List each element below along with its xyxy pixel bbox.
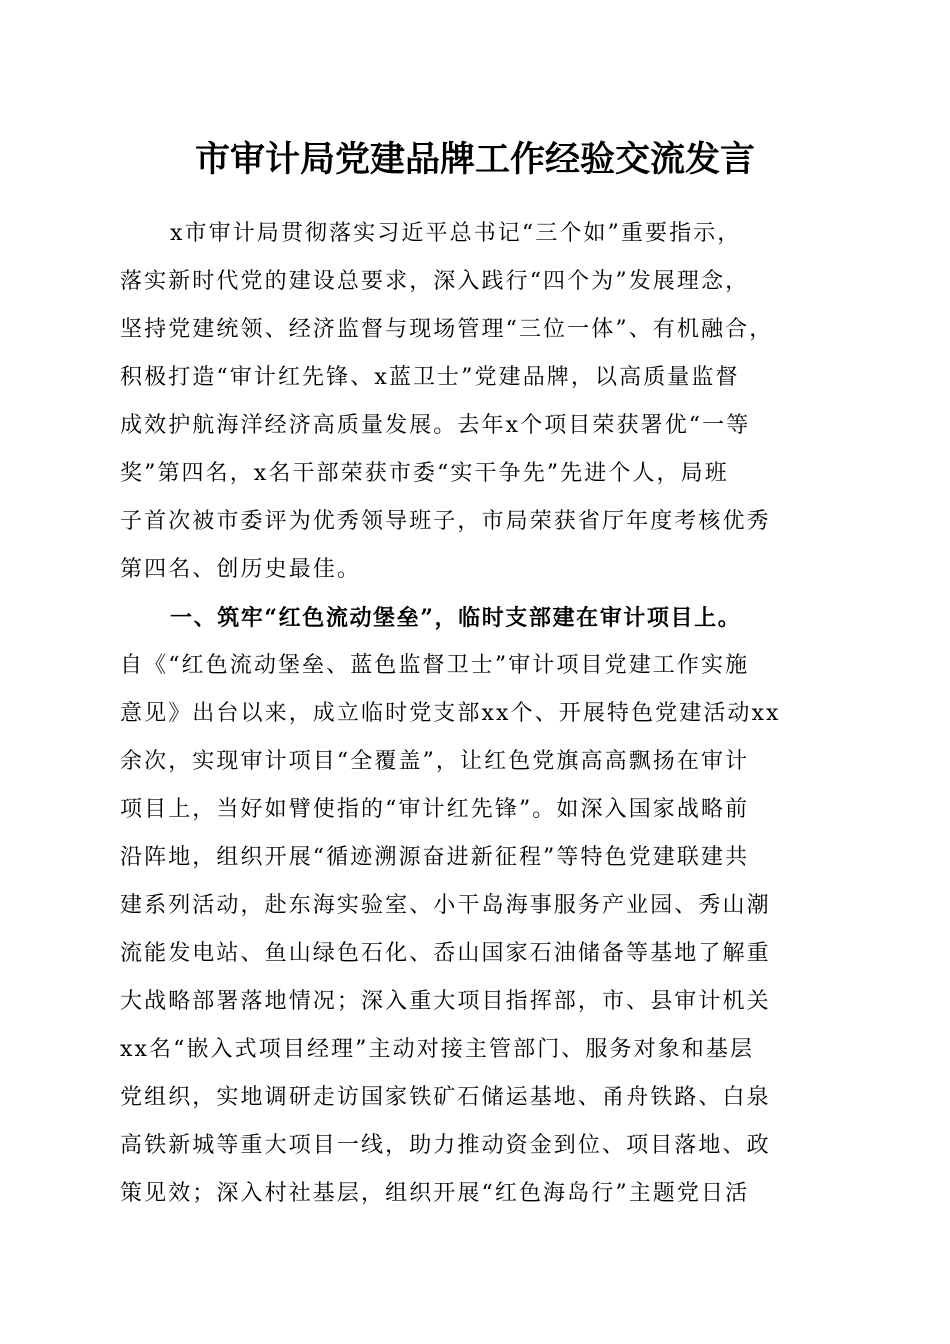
- paragraph-line: 子首次被市委评为优秀领导班子，市局荣获省厅年度考核优秀: [120, 509, 771, 534]
- paragraph-line: 大战略部署落地情况；深入重大项目指挥部，市、县审计机关: [120, 989, 771, 1014]
- paragraph-line: 高铁新城等重大项目一线，助力推动资金到位、项目落地、政: [120, 1133, 771, 1158]
- paragraph-line: 第四名、创历史最佳。: [120, 557, 362, 582]
- paragraph-line: 党组织，实地调研走访国家铁矿石储运基地、甬舟铁路、白泉: [120, 1085, 771, 1110]
- paragraph-line: 项目上，当好如臂使指的“审计红先锋”。如深入国家战略前: [120, 797, 750, 822]
- paragraph-line: xx名“嵌入式项目经理”主动对接主管部门、服务对象和基层: [120, 1037, 755, 1062]
- paragraph-line: 成效护航海洋经济高质量发展。去年x个项目荣获署优“一等: [120, 413, 751, 438]
- paragraph-line: 坚持党建统领、经济监督与现场管理“三位一体”、有机融合，: [120, 317, 774, 342]
- paragraph-line: 落实新时代党的建设总要求，深入践行“四个为”发展理念，: [120, 269, 750, 294]
- paragraph-line: 沿阵地，组织开展“循迹溯源奋进新征程”等特色党建联建共: [120, 845, 750, 870]
- paragraph-line: 流能发电站、鱼山绿色石化、岙山国家石油储备等基地了解重: [120, 941, 771, 966]
- document-title: 市审计局党建品牌工作经验交流发言: [194, 139, 755, 180]
- paragraph-line: 积极打造“审计红先锋、x蓝卫士”党建品牌，以高质量监督: [120, 365, 740, 390]
- paragraph-line: 奖”第四名，x名干部荣获市委“实干争先”先进个人，局班: [120, 461, 729, 486]
- document-body: [120, 210, 835, 1218]
- paragraph-line: 建系列活动，赴东海实验室、小干岛海事服务产业园、秀山潮: [120, 893, 771, 918]
- paragraph-line: x市审计局贯彻落实习近平总书记“三个如”重要指示，: [170, 221, 742, 246]
- paragraph-line: 意见》出台以来，成立临时党支部xx个、开展特色党建活动xx: [120, 701, 781, 726]
- paragraph-line: 自《“红色流动堡垒、蓝色监督卫士”审计项目党建工作实施: [120, 653, 750, 678]
- paragraph-line: 余次，实现审计项目“全覆盖”，让红色党旗高高飘扬在审计: [120, 749, 750, 774]
- paragraph-line: 策见效；深入村社基层，组织开展“红色海岛行”主题党日活: [120, 1181, 750, 1206]
- section-heading: 一、筑牢“红色流动堡垒”，临时支部建在审计项目上。: [170, 605, 742, 631]
